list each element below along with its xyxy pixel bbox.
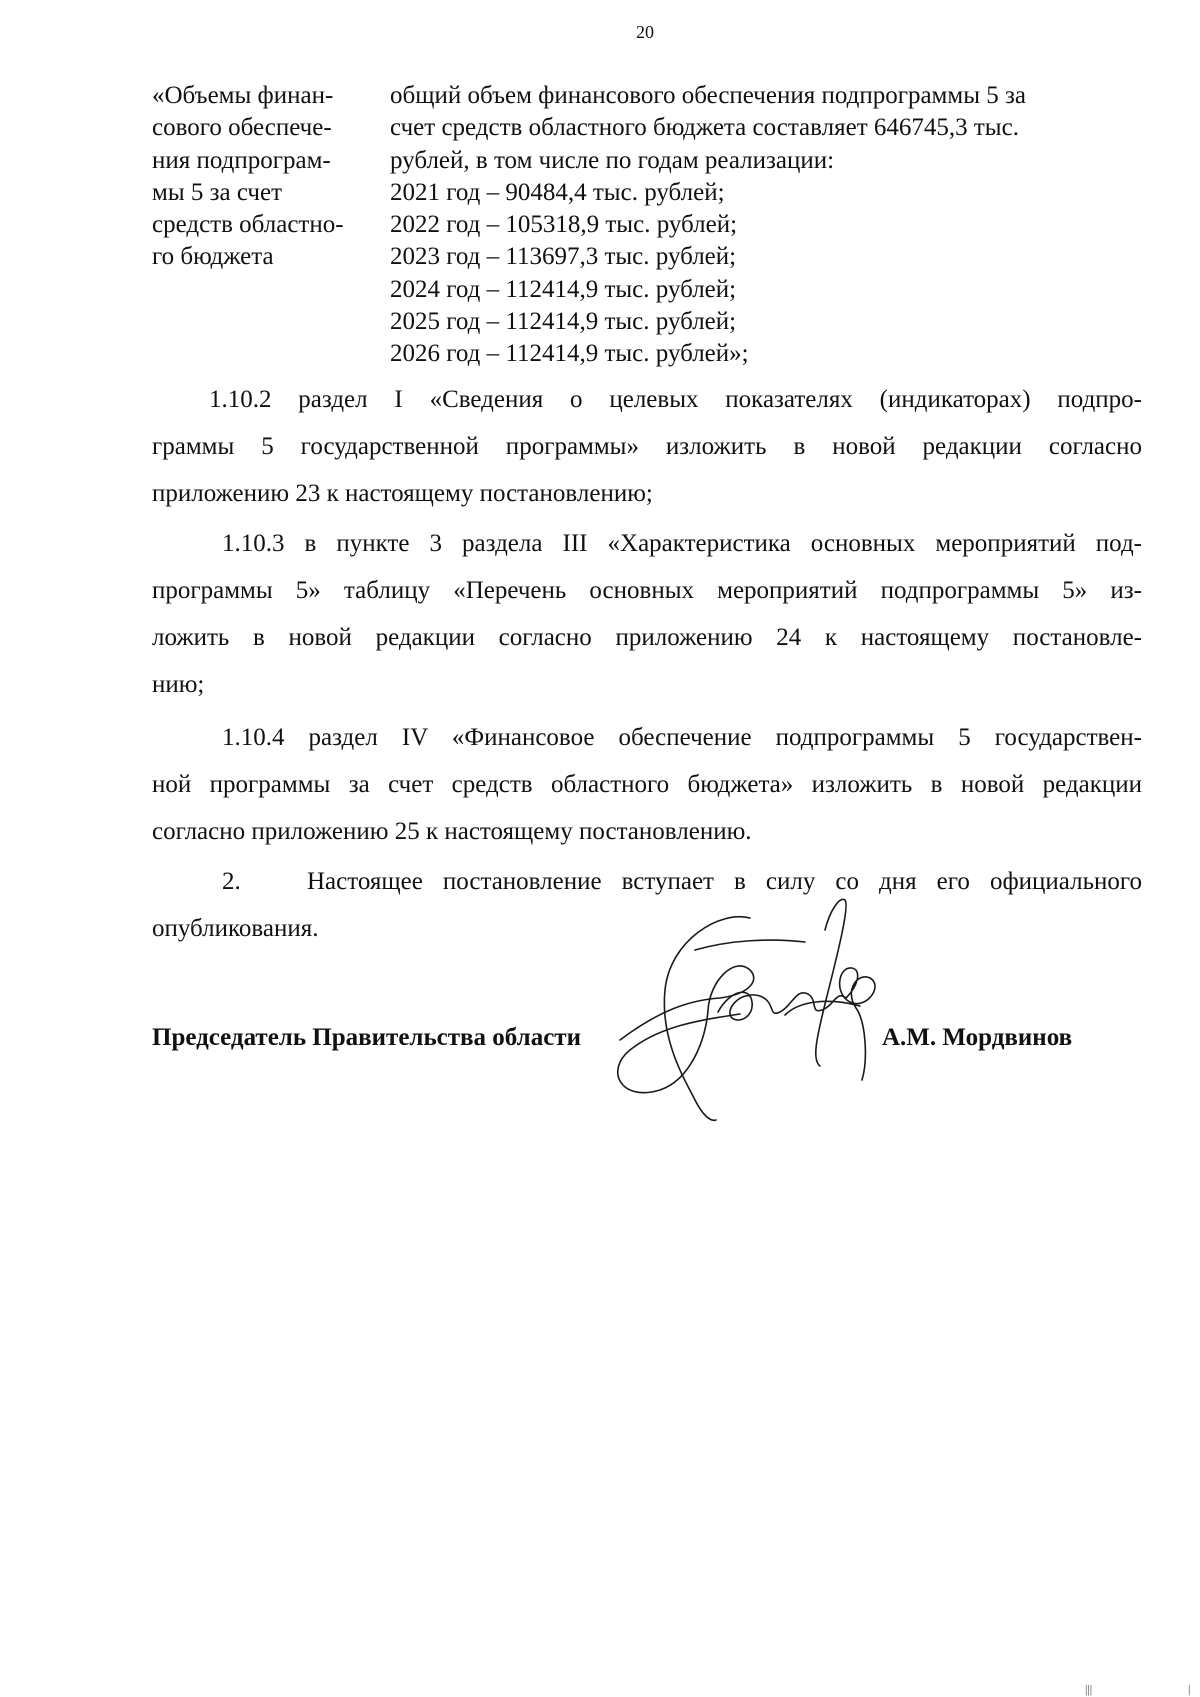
passport-value-line: 2024 год – 112414,9 тыс. рублей; — [390, 275, 737, 303]
paragraph-line: 1.10.4 раздел IV «Финансовое обеспечение подпрограммы 5 государствен- — [222, 724, 1142, 751]
scan-edge-mark: ||| — [1085, 1682, 1093, 1696]
passport-label-line: «Объемы финан- — [152, 82, 334, 109]
page-number: 20 — [636, 22, 654, 42]
passport-value-line: 2025 год – 112414,9 тыс. рублей; — [390, 308, 737, 336]
paragraph-line: приложению 23 к настоящему постановлению; — [152, 480, 653, 507]
clause-1-10-3 — [152, 520, 1142, 708]
paragraph-line: 1.10.3 в пункте 3 раздела III «Характеристика основных мероприятий под- — [222, 530, 1142, 557]
clause-text: Настоящее постановление вступает в силу со дня его официального — [307, 868, 1142, 895]
passport-value-line: общий объем финансового обеспечения подпрограммы 5 за — [390, 82, 1026, 109]
passport-value — [390, 80, 1142, 371]
paragraph-line: граммы 5 государственной программы» изложить в новой редакции согласно — [152, 433, 1142, 460]
paragraph-line: 1.10.2 раздел I «Сведения о целевых показателях (индикаторах) подпро- — [209, 386, 1142, 413]
passport-value-line: 2022 год – 105318,9 тыс. рублей; — [390, 211, 738, 239]
passport-value-line: 2026 год – 112414,9 тыс. рублей»; — [390, 340, 749, 368]
scan-edge-mark: | — [1188, 1682, 1191, 1696]
passport-label-line: ния подпрограм- — [152, 146, 331, 174]
passport-value-line: 2021 год – 90484,4 тыс. рублей; — [390, 178, 725, 206]
passport-label-line: сового обеспече- — [152, 114, 332, 142]
paragraph-line: нию; — [152, 671, 205, 698]
paragraph-line: опубликования. — [152, 915, 319, 942]
passport-label — [152, 80, 390, 371]
paragraph-line: программы 5» таблицу «Перечень основных мероприятий подпрограммы 5» из- — [152, 577, 1142, 604]
paragraph-line: ложить в новой редакции согласно приложению 24 к настоящему постановле- — [152, 624, 1142, 651]
passport-value-line: рублей, в том числе по годам реализации: — [390, 146, 835, 174]
passport-label-line: мы 5 за счет — [152, 178, 283, 206]
clause-number: 2. — [222, 868, 241, 895]
passport-label-line: го бюджета — [152, 243, 274, 271]
passport-label-line: средств областно- — [152, 211, 344, 239]
paragraph-line: согласно приложению 25 к настоящему постановлению. — [152, 818, 752, 845]
paragraph-line: ной программы за счет средств областного бюджета» изложить в новой редакции — [152, 771, 1142, 798]
handwritten-signature — [600, 890, 930, 1140]
passport-value-line: 2023 год – 113697,3 тыс. рублей; — [390, 243, 737, 271]
clause-1-10-2 — [152, 376, 1142, 517]
signer-title: Председатель Правительства области — [152, 1024, 581, 1051]
clause-1-10-4 — [152, 714, 1142, 855]
passport-block — [152, 80, 1142, 371]
signer-name: А.М. Мордвинов — [882, 1024, 1073, 1051]
passport-value-line: счет средств областного бюджета составляет 646745,3 тыс. — [390, 114, 1019, 142]
